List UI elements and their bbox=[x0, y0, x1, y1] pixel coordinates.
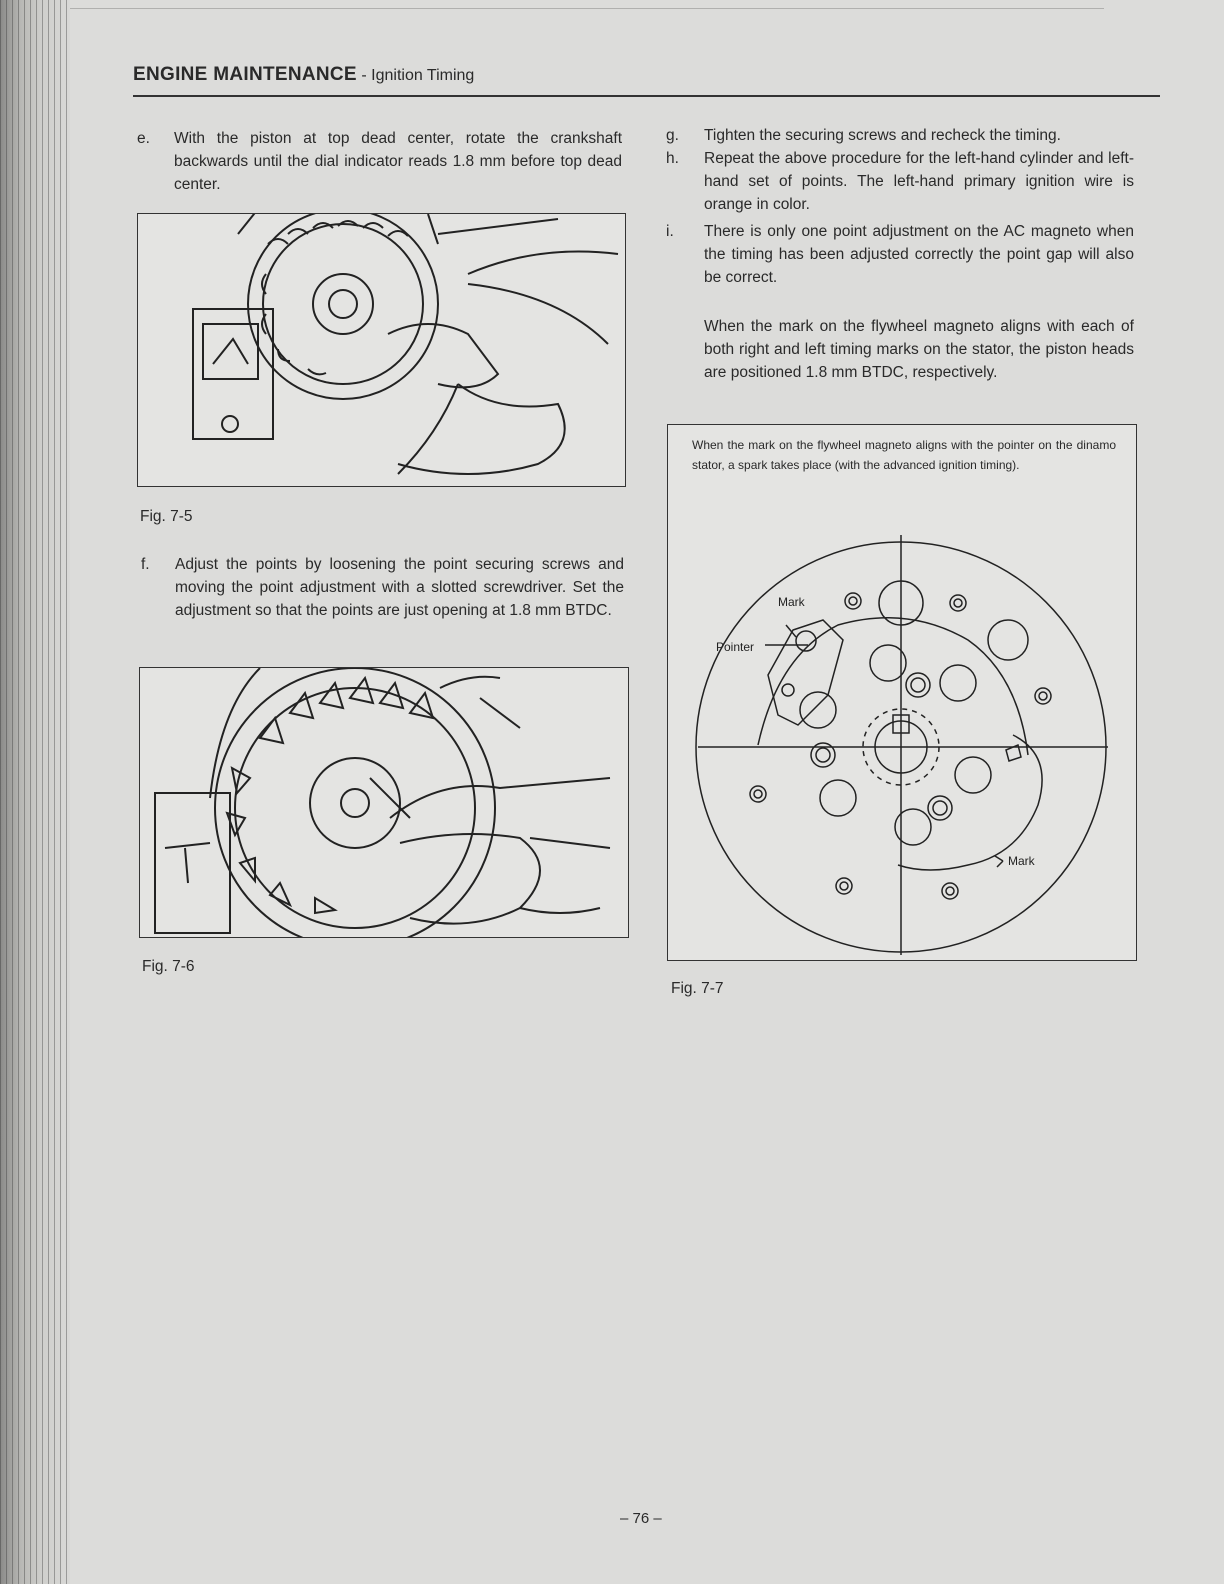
fig-7-7-label-mark-bottom: Mark bbox=[1008, 854, 1035, 868]
top-edge-line bbox=[70, 8, 1104, 9]
timing-note-text: When the mark on the flywheel magneto aligns with each of both right and left timing marks on the stator, the piston heads are positioned 1.8 mm BTDC, respectively. bbox=[704, 318, 1134, 381]
header-subtitle: - Ignition Timing bbox=[356, 67, 475, 84]
fig-7-5-caption: Fig. 7-5 bbox=[140, 508, 193, 525]
step-i-text: There is only one point adjustment on the AC magneto when the timing has been adjusted correctly the point gap will also be correct. bbox=[704, 223, 1134, 286]
fig-7-7-label-mark-top: Mark bbox=[778, 595, 805, 609]
header-rule bbox=[133, 95, 1160, 97]
step-h-label: h. bbox=[666, 150, 679, 167]
step-f-text: Adjust the points by loosening the point securing screws and moving the point adjustment with a slotted screwdriver. Set the adjustment so that the points are just opening at 1.8 mm BTDC. bbox=[175, 556, 624, 619]
step-h-text: Repeat the above procedure for the left-hand cylinder and left-hand set of points. The left-hand primary ignition wire is orange in color. bbox=[704, 150, 1134, 213]
fig-7-7-label-pointer: Pointer bbox=[716, 640, 755, 654]
fig-7-6-illustration bbox=[140, 668, 628, 937]
page-binding-edge bbox=[0, 0, 70, 1584]
fig-7-7-caption: Fig. 7-7 bbox=[671, 980, 724, 997]
section-header bbox=[133, 64, 474, 86]
step-g-label: g. bbox=[666, 127, 679, 144]
fig-7-7-flywheel-diagram bbox=[668, 425, 1136, 960]
step-e-text: With the piston at top dead center, rotate the crankshaft backwards until the dial indicator reads 1.8 mm before top dead center. bbox=[174, 130, 622, 193]
header-title: ENGINE MAINTENANCE bbox=[133, 64, 357, 85]
fig-7-6-caption: Fig. 7-6 bbox=[142, 958, 195, 975]
step-i-label: i. bbox=[666, 223, 674, 240]
figure-7-6 bbox=[139, 667, 629, 938]
figure-7-5 bbox=[137, 213, 626, 487]
step-f-label: f. bbox=[141, 556, 150, 573]
fig-7-7-description: When the mark on the flywheel magneto aligns with the pointer on the dinamo stator, a spark takes place (with the advanced ignition timing). bbox=[692, 438, 1116, 472]
figure-7-7 bbox=[667, 424, 1137, 961]
step-e-label: e. bbox=[137, 130, 150, 147]
fig-7-5-illustration bbox=[138, 214, 625, 486]
page-number: – 76 – bbox=[620, 1510, 662, 1527]
step-g-text: Tighten the securing screws and recheck the timing. bbox=[704, 127, 1061, 144]
